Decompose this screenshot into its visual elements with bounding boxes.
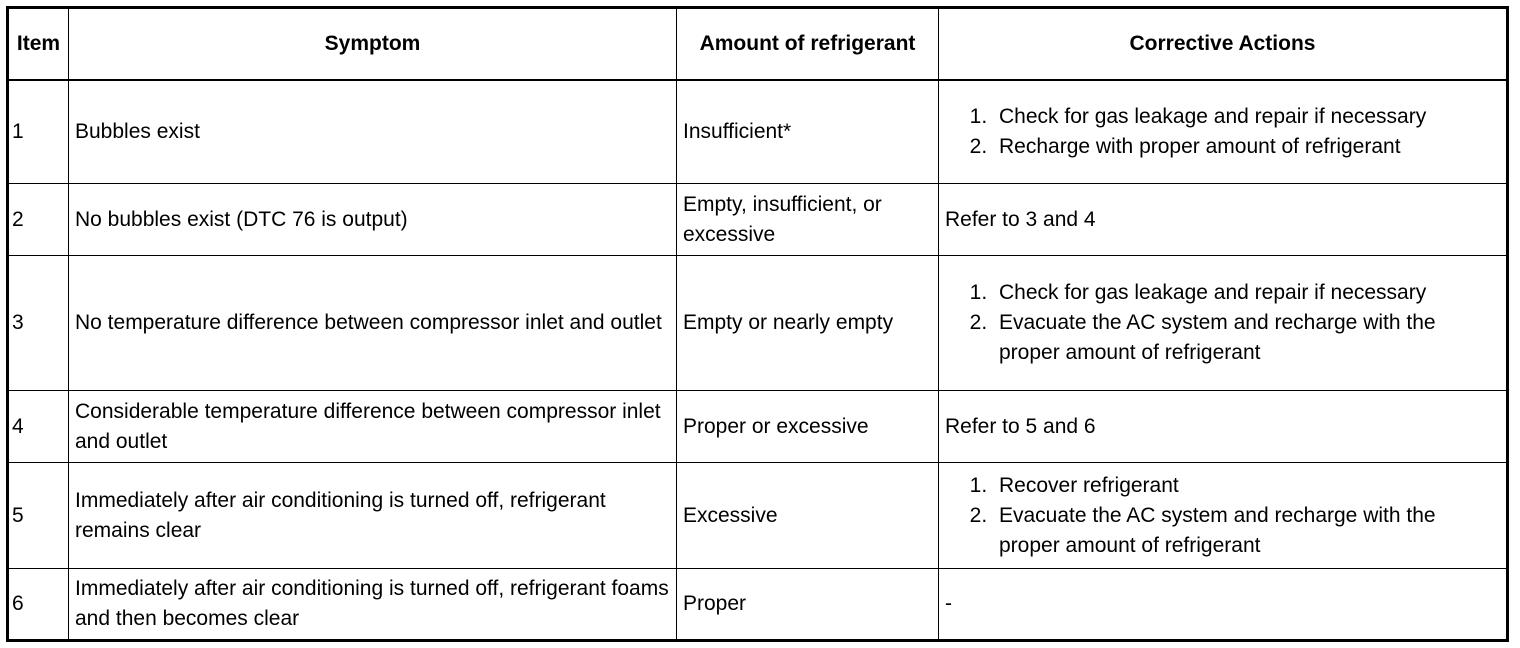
item-number: 1 [8, 80, 69, 184]
table-row [8, 184, 1508, 256]
item-number: 2 [8, 184, 69, 256]
actions-list [945, 102, 1500, 162]
amount-cell: Empty, insufficient, or excessive [677, 184, 939, 256]
table-row [8, 569, 1508, 641]
item-number: 5 [8, 463, 69, 569]
actions-cell [939, 256, 1508, 391]
action-step: 1. Recover refrigerant [993, 471, 1500, 501]
table-body [8, 80, 1508, 641]
amount-cell: Excessive [677, 463, 939, 569]
table-row [8, 80, 1508, 184]
actions-cell: Refer to 5 and 6 [939, 391, 1508, 463]
refrigerant-diagnosis-table [6, 6, 1509, 642]
amount-cell: Proper [677, 569, 939, 641]
symptom-cell: Immediately after air conditioning is turned off, refrigerant remains clear [69, 463, 677, 569]
header-actions: Corrective Actions [939, 8, 1508, 80]
action-step: 2. Evacuate the AC system and recharge with the proper amount of refrigerant [993, 308, 1500, 368]
item-number: 3 [8, 256, 69, 391]
amount-cell: Proper or excessive [677, 391, 939, 463]
symptom-cell: Immediately after air conditioning is turned off, refrigerant foams and then becomes clear [69, 569, 677, 641]
symptom-cell: Considerable temperature difference between compressor inlet and outlet [69, 391, 677, 463]
table-header [8, 8, 1508, 80]
item-number: 6 [8, 569, 69, 641]
header-row [8, 8, 1508, 80]
actions-cell [939, 80, 1508, 184]
actions-list [945, 278, 1500, 368]
amount-cell: Empty or nearly empty [677, 256, 939, 391]
item-number: 4 [8, 391, 69, 463]
header-symptom: Symptom [69, 8, 677, 80]
actions-cell: - [939, 569, 1508, 641]
table-row [8, 256, 1508, 391]
action-step: 2. Evacuate the AC system and recharge with the proper amount of refrigerant [993, 501, 1500, 561]
symptom-cell: Bubbles exist [69, 80, 677, 184]
action-step: 2. Recharge with proper amount of refrigerant [993, 132, 1500, 162]
symptom-cell: No temperature difference between compressor inlet and outlet [69, 256, 677, 391]
actions-cell: Refer to 3 and 4 [939, 184, 1508, 256]
actions-cell [939, 463, 1508, 569]
actions-list [945, 471, 1500, 561]
header-item: Item [8, 8, 69, 80]
action-step: 1. Check for gas leakage and repair if necessary [993, 102, 1500, 132]
header-amount: Amount of refrigerant [677, 8, 939, 80]
table-row [8, 463, 1508, 569]
symptom-cell: No bubbles exist (DTC 76 is output) [69, 184, 677, 256]
table-row [8, 391, 1508, 463]
amount-cell: Insufficient* [677, 80, 939, 184]
action-step: 1. Check for gas leakage and repair if necessary [993, 278, 1500, 308]
